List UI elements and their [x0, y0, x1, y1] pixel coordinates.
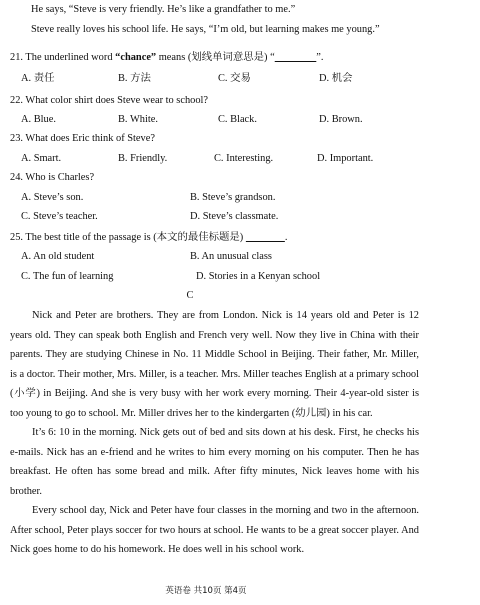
question-22-option-b[interactable]: B. White. — [118, 114, 158, 125]
question-25-stem: 25. The best title of the passage is (本文的最佳标题是) . — [10, 232, 288, 243]
question-24-stem: 24. Who is Charles? — [10, 172, 95, 183]
intro-line-2: Steve really loves his school life. He says, “I’m old, but learning makes me young.” — [31, 24, 380, 35]
passage-paragraph-1: Nick and Peter are brothers. They are from London. Nick is 14 years old and Peter is 12 years old. They can speak both English and French very well. Now they live in China with their parents. They are studying Chinese in No. 11 Middle School in Beijing. Their father, Mr. Miller, is a doctor. Their mother, Mrs. Miller, is a teacher. Mrs. Miller teaches English at a primary school (小学) in Beijing. And she is very busy with her work every morning. Their 4-year-old sister is too young to go to school. Mr. Miller drives her to the kindergarten (幼儿园) in his car. — [10, 310, 420, 419]
question-25-option-c[interactable]: C. The fun of learning — [21, 271, 114, 282]
question-22-option-a[interactable]: A. Blue. — [21, 114, 56, 125]
question-22-stem: 22. What color shirt does Steve wear to school? — [10, 95, 209, 106]
question-24-option-d[interactable]: D. Steve’s classmate. — [190, 211, 279, 222]
passage — [10, 306, 419, 560]
question-25-option-d[interactable]: D. Stories in a Kenyan school — [196, 271, 321, 282]
passage-paragraph-2: It’s 6: 10 in the morning. Nick gets out of bed and sits down at his desk. First, he checks his e-mails. Nick has an e-friend and he writes to him every morning on his computer. Then he has breakfast. He often has some bread and milk. After fifty minutes, Nick leaves home with his brother. — [10, 427, 419, 497]
question-21-option-c[interactable]: C. 交易 — [218, 73, 251, 84]
question-25-option-b[interactable]: B. An unusual class — [190, 251, 272, 262]
section-heading: C — [186, 290, 194, 301]
question-24-option-b[interactable]: B. Steve’s grandson. — [190, 192, 276, 203]
page-footer: 英语卷 共10页 第4页 — [165, 586, 247, 596]
question-23-option-c[interactable]: C. Interesting. — [214, 153, 274, 164]
question-22-option-d[interactable]: D. Brown. — [319, 114, 363, 125]
question-22-option-c[interactable]: C. Black. — [218, 114, 257, 125]
question-24-option-a[interactable]: A. Steve’s son. — [21, 192, 84, 203]
question-21-option-a[interactable]: A. 责任 — [21, 73, 55, 84]
question-23-option-a[interactable]: A. Smart. — [21, 153, 62, 164]
question-24-option-c[interactable]: C. Steve’s teacher. — [21, 211, 98, 222]
question-21-option-b[interactable]: B. 方法 — [118, 73, 151, 84]
question-23-option-d[interactable]: D. Important. — [317, 153, 374, 164]
question-23-option-b[interactable]: B. Friendly. — [118, 153, 168, 164]
passage-paragraph-3: Every school day, Nick and Peter have four classes in the morning and two in the afternoon. After school, Peter plays soccer for two hours at school. He wants to be a great soccer player. And Nick goes home to do his homework. He does well in his school work. — [10, 505, 419, 555]
intro-line-1: He says, “Steve is very friendly. He’s like a grandfather to me.” — [31, 4, 296, 15]
question-23-stem: 23. What does Eric think of Steve? — [10, 133, 155, 144]
question-21-stem: 21. The underlined word “chance” means (划线单词意思是) “ ”. — [10, 52, 324, 63]
question-21-option-d[interactable]: D. 机会 — [319, 73, 353, 84]
question-25-option-a[interactable]: A. An old student — [21, 251, 95, 262]
